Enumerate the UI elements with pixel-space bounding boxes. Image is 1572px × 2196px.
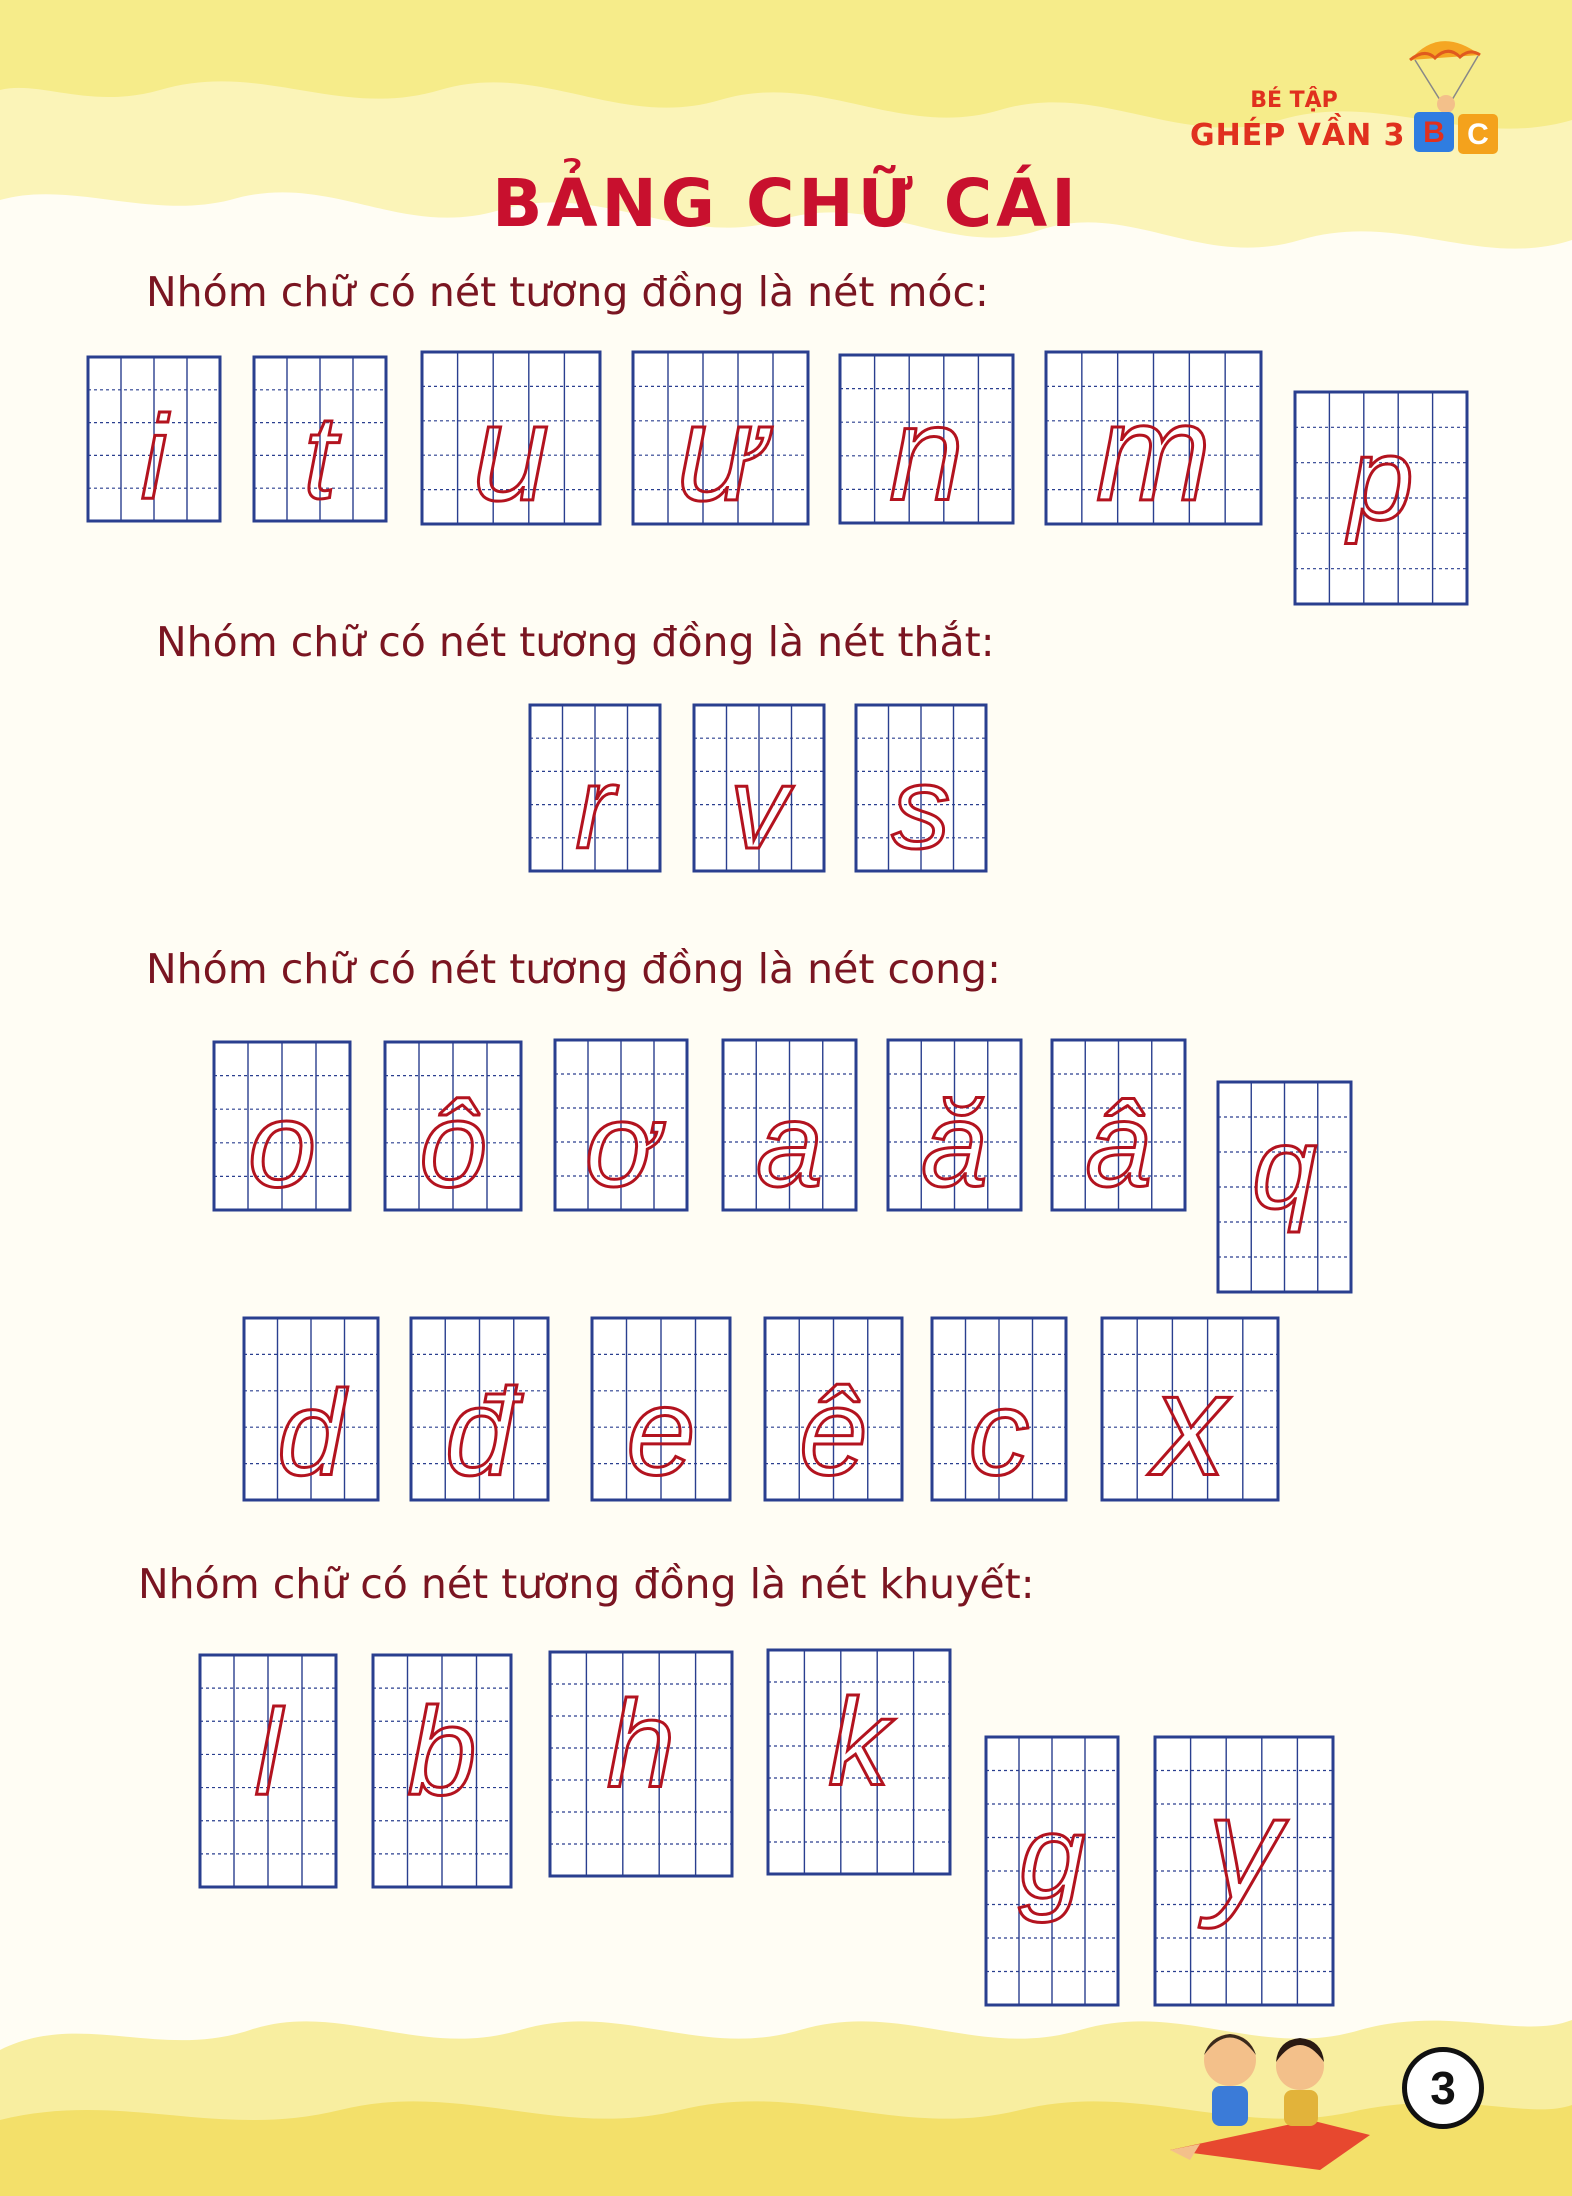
letter-glyph: v	[729, 741, 789, 873]
letter-card-u	[422, 352, 600, 530]
block-letter-b: B	[1423, 116, 1445, 149]
letter-glyph: b	[407, 1683, 477, 1822]
group-heading-hook: Nhóm chữ có nét tương đồng là nét móc:	[146, 268, 989, 316]
letter-glyph: s	[891, 741, 951, 873]
letter-glyph: a	[756, 1078, 823, 1213]
letter-glyph: ă	[921, 1078, 988, 1213]
letter-glyph: ê	[799, 1364, 868, 1502]
page-number: 3	[1402, 2047, 1484, 2129]
letter-card-đ	[411, 1318, 548, 1502]
letter-card-r	[530, 705, 660, 873]
letter-card-l	[200, 1655, 336, 1887]
letter-glyph: ơ	[585, 1079, 657, 1213]
letter-glyph: x	[1153, 1342, 1227, 1506]
letter-card-i	[88, 357, 220, 524]
letter-card-d	[244, 1318, 378, 1501]
letter-card-ơ	[555, 1040, 687, 1212]
letter-card-â	[1052, 1040, 1185, 1212]
letter-glyph: i	[140, 391, 168, 525]
letter-glyph: c	[968, 1364, 1030, 1501]
kids-on-pencil-illustration	[1160, 2000, 1390, 2196]
letter-card-e	[592, 1318, 730, 1502]
letter-glyph: h	[606, 1676, 676, 1814]
letter-card-ô	[385, 1042, 521, 1212]
letter-card-o	[214, 1042, 350, 1212]
letter-glyph: l	[254, 1684, 282, 1821]
letter-card-c	[932, 1318, 1066, 1501]
letter-card-n	[840, 355, 1013, 528]
letter-card-s	[856, 705, 986, 873]
group-heading-ascender: Nhóm chữ có nét tương đồng là nét khuyết:	[138, 1560, 1035, 1608]
letter-card-x	[1102, 1318, 1278, 1506]
letter-glyph: d	[277, 1364, 345, 1501]
letter-glyph: e	[626, 1363, 696, 1502]
letter-card-ă	[888, 1040, 1021, 1212]
letter-card-b	[373, 1655, 511, 1887]
letter-glyph: u	[472, 375, 550, 530]
page-title: BẢNG CHỮ CÁI	[492, 165, 1080, 242]
letter-glyph: đ	[445, 1364, 514, 1502]
letter-glyph: k	[828, 1674, 890, 1812]
letter-glyph: o	[248, 1076, 316, 1213]
letter-card-y	[1155, 1737, 1333, 2005]
letter-glyph: â	[1085, 1078, 1152, 1213]
letter-card-k	[768, 1650, 950, 1874]
letter-card-v	[694, 705, 824, 873]
letter-card-h	[550, 1652, 732, 1876]
letter-glyph: m	[1096, 375, 1211, 530]
letter-glyph: r	[575, 741, 615, 873]
letter-glyph: g	[1018, 1790, 1086, 1924]
brand-line-1: BÉ TẬP	[1250, 88, 1338, 113]
group-heading-curve: Nhóm chữ có nét tương đồng là nét cong:	[146, 945, 1001, 993]
brand-line-2: GHÉP VẦN 3	[1190, 118, 1406, 153]
letter-glyph: t	[303, 391, 337, 525]
block-letter-c: C	[1467, 118, 1489, 151]
letter-card-m	[1046, 352, 1261, 530]
letter-card-a	[723, 1040, 856, 1212]
letter-card-ư	[633, 352, 808, 530]
letter-glyph: ư	[676, 375, 765, 530]
letter-glyph: n	[889, 379, 964, 529]
group-heading-loop: Nhóm chữ có nét tương đồng là nét thắt:	[156, 618, 995, 666]
letter-glyph: q	[1252, 1103, 1317, 1233]
letter-card-p	[1295, 392, 1467, 604]
letter-glyph: p	[1348, 413, 1414, 545]
letter-card-t	[254, 357, 386, 524]
letter-glyph: y	[1207, 1765, 1281, 1930]
letter-card-g	[986, 1737, 1118, 2005]
letter-card-ê	[765, 1318, 902, 1502]
letter-card-q	[1218, 1082, 1351, 1292]
letter-glyph: ô	[419, 1076, 487, 1213]
